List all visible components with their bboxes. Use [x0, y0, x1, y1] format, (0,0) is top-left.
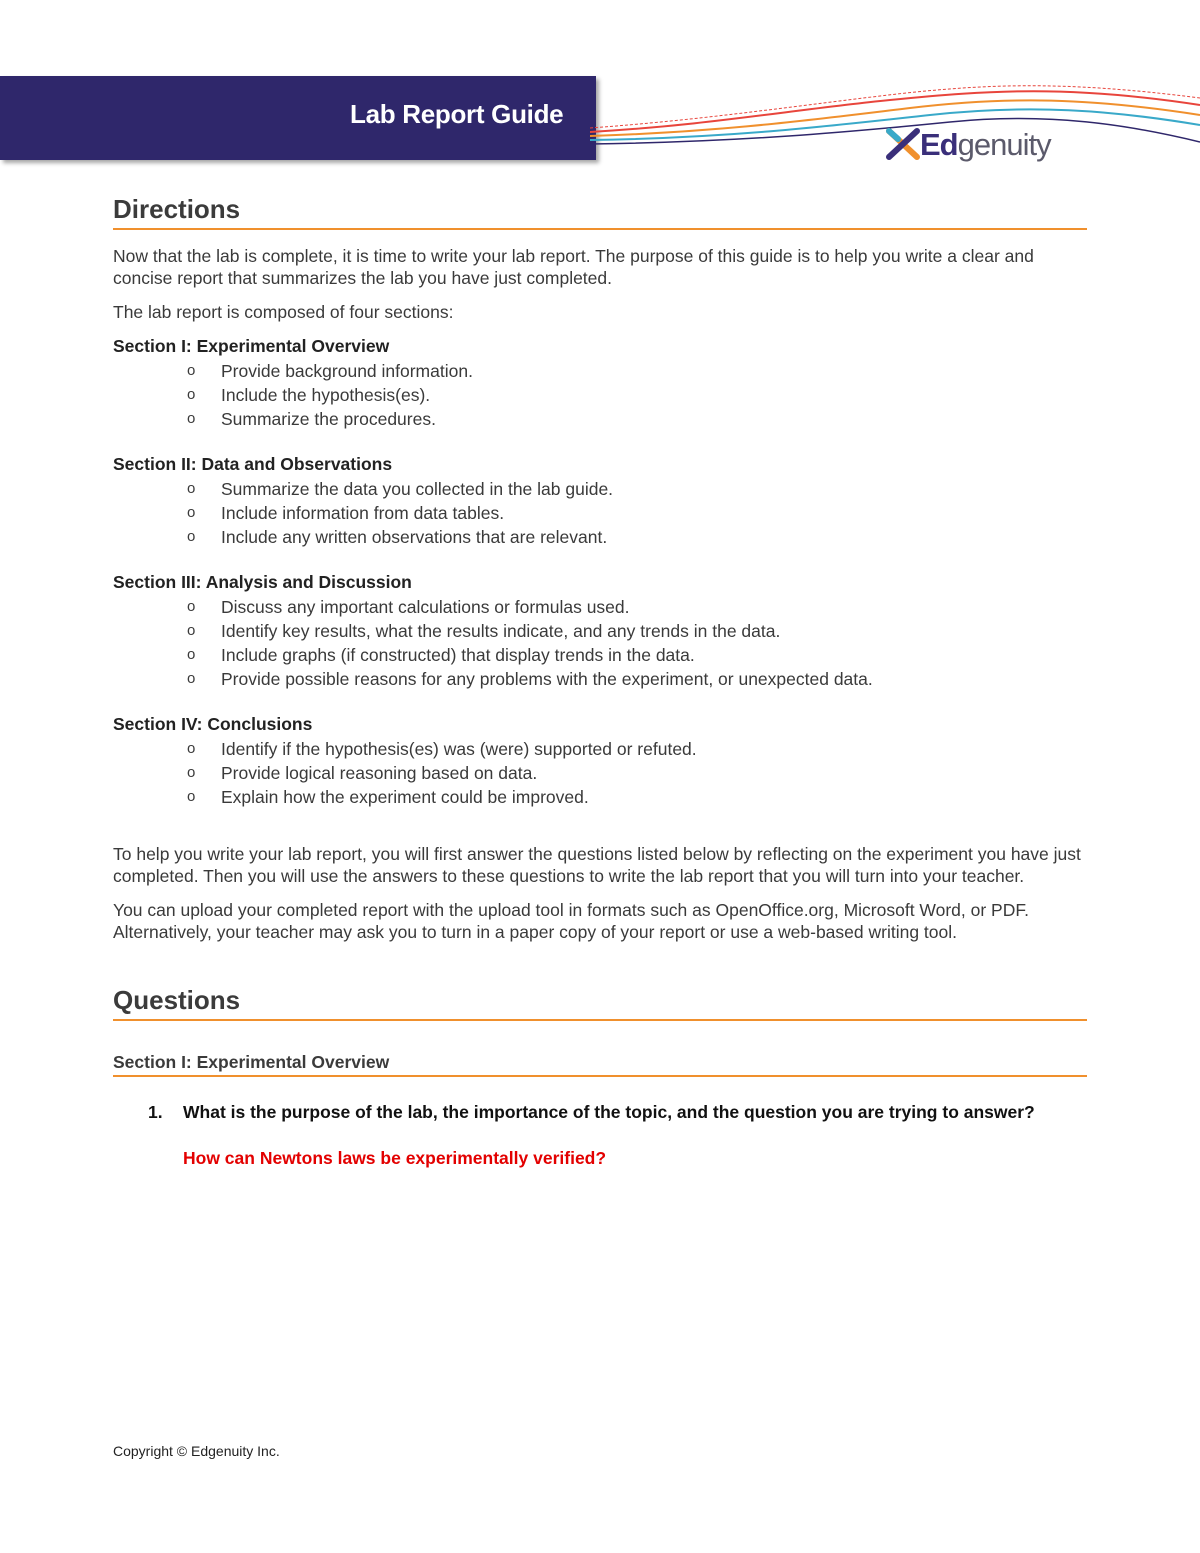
bullet-glyph: o	[187, 598, 196, 615]
list-item	[187, 761, 1087, 785]
list-item-text: Provide logical reasoning based on data.	[221, 763, 538, 783]
list-item-text: Include information from data tables.	[221, 503, 505, 523]
logo-text-regular: genuity	[957, 126, 1051, 162]
heading-divider	[113, 1019, 1087, 1021]
upload-paragraph: You can upload your completed report with the upload tool in formats such as OpenOffice.org, Microsoft Word, or PDF. Alternatively, your teacher may ask you to turn in a paper copy of your report or use a web-based writing tool.	[113, 900, 1029, 942]
bullet-list	[113, 359, 1087, 431]
list-item	[187, 359, 1087, 383]
bullet-glyph: o	[187, 362, 196, 379]
bullet-glyph: o	[187, 504, 196, 521]
section-block	[113, 571, 1087, 691]
bullet-glyph: o	[187, 386, 196, 403]
bullet-glyph: o	[187, 646, 196, 663]
question-text: What is the purpose of the lab, the importance of the topic, and the question you are trying to answer?	[183, 1102, 1035, 1122]
question-number: 1.	[148, 1102, 163, 1122]
section-title: Section II: Data and Observations	[113, 454, 393, 474]
list-item-text: Include any written observations that are relevant.	[221, 527, 608, 547]
list-item-text: Summarize the data you collected in the lab guide.	[221, 479, 614, 499]
list-item-text: Identify if the hypothesis(es) was (were) supported or refuted.	[221, 739, 697, 759]
section-title: Section I: Experimental Overview	[113, 336, 390, 356]
list-item-text: Provide possible reasons for any problems with the experiment, or unexpected data.	[221, 669, 873, 689]
list-item	[187, 595, 1087, 619]
edgenuity-logo	[886, 126, 1051, 162]
question-section-title: Section I: Experimental Overview	[113, 1052, 390, 1072]
directions-heading: Directions	[113, 194, 241, 224]
page-title: Lab Report Guide	[350, 99, 564, 129]
bullet-glyph: o	[187, 764, 196, 781]
section-title: Section III: Analysis and Discussion	[113, 572, 412, 592]
bullet-glyph: o	[187, 410, 196, 427]
list-item-text: Include the hypothesis(es).	[221, 385, 431, 405]
logo-text-bold: Ed	[920, 126, 958, 162]
section-block	[113, 453, 1087, 549]
list-item	[187, 383, 1087, 407]
section-block	[113, 713, 1087, 809]
section-block	[113, 335, 1087, 431]
bullet-glyph: o	[187, 480, 196, 497]
bullet-glyph: o	[187, 740, 196, 757]
list-item	[187, 501, 1087, 525]
composed-paragraph: The lab report is composed of four sections:	[113, 302, 454, 322]
list-item	[187, 407, 1087, 431]
list-item-text: Summarize the procedures.	[221, 409, 436, 429]
intro-paragraph: Now that the lab is complete, it is time to write your lab report. The purpose of this guide is to help you write a clear and concise report that summarizes the lab you have just completed.	[113, 246, 1034, 288]
list-item-text: Provide background information.	[221, 361, 473, 381]
list-item	[187, 477, 1087, 501]
heading-divider	[113, 228, 1087, 230]
answer-text[interactable]: How can Newtons laws be experimentally verified?	[183, 1148, 607, 1168]
bullet-glyph: o	[187, 622, 196, 639]
document-body	[113, 192, 1087, 1169]
copyright-footer: Copyright © Edgenuity Inc.	[113, 1443, 280, 1459]
bullet-glyph: o	[187, 528, 196, 545]
list-item-text: Identify key results, what the results indicate, and any trends in the data.	[221, 621, 781, 641]
bullet-list	[113, 477, 1087, 549]
list-item	[187, 643, 1087, 667]
list-item	[187, 667, 1087, 691]
bullet-list	[113, 595, 1087, 691]
bullet-glyph: o	[187, 788, 196, 805]
list-item-text: Include graphs (if constructed) that display trends in the data.	[221, 645, 695, 665]
section-title: Section IV: Conclusions	[113, 714, 313, 734]
bullet-list	[113, 737, 1087, 809]
section-divider	[113, 1075, 1087, 1077]
list-item	[187, 785, 1087, 809]
bullet-glyph: o	[187, 670, 196, 687]
help-paragraph: To help you write your lab report, you will first answer the questions listed below by reflecting on the experiment you have just completed. Then you will use the answers to these questions to write the lab report that you will turn into your teacher.	[113, 844, 1081, 886]
list-item-text: Discuss any important calculations or formulas used.	[221, 597, 630, 617]
list-item	[187, 737, 1087, 761]
questions-heading: Questions	[113, 985, 241, 1015]
edgenuity-x-icon	[886, 128, 920, 160]
list-item-text: Explain how the experiment could be improved.	[221, 787, 589, 807]
question-item	[113, 1101, 1087, 1123]
list-item	[187, 619, 1087, 643]
list-item	[187, 525, 1087, 549]
